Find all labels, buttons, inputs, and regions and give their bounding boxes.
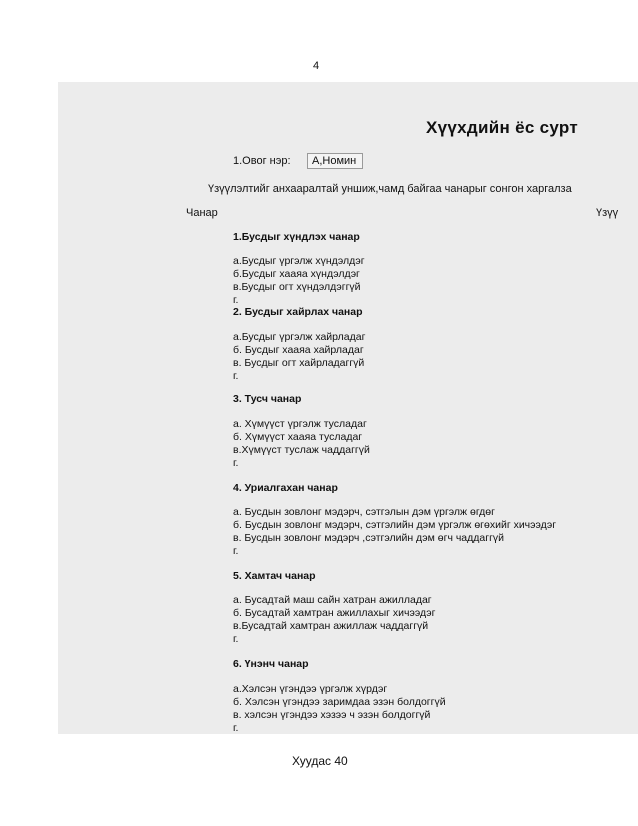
list-item: в. Бусдын зовлонг мэдэрч ,сэтгэлийн дэм өгч чаддаггүй <box>233 532 505 544</box>
list-item: а.Бусдыг үргэлж хайрладаг <box>233 331 366 343</box>
section-heading-2: 2. Бусдыг хайрлах чанар <box>233 306 363 318</box>
list-item: а. Хүмүүст үргэлж тусладаг <box>233 418 367 430</box>
list-item: а. Бусдын зовлонг мэдэрч, сэтгэлын дэм үргэлж өгдөг <box>233 506 495 518</box>
list-item: г. <box>233 545 239 557</box>
section-heading-6: 6. Үнэнч чанар <box>233 658 309 670</box>
list-item: г. <box>233 633 239 645</box>
section-heading-3: 3. Тусч чанар <box>233 393 302 405</box>
section-heading-1: 1.Бусдыг хүндлэх чанар <box>233 231 360 243</box>
document-panel <box>58 82 638 734</box>
column-header-indicator: Үзүү <box>596 207 619 219</box>
list-item: б. Бусдыг хааяа хайрладаг <box>233 344 364 356</box>
instruction-text: Үзүүлэлтийг анхааралтай уншиж,чамд байгаа чанарыг сонгон харгалза <box>208 183 572 195</box>
list-item: в.Хүмүүст туслаж чаддаггүй <box>233 444 370 456</box>
column-header-quality: Чанар <box>186 207 218 219</box>
list-item: а. Бусадтай маш сайн хатран ажилладаг <box>233 594 432 606</box>
list-item: б. Хүмүүст хааяа тусладаг <box>233 431 363 443</box>
list-item: г. <box>233 370 239 382</box>
list-item: б. Хэлсэн үгэндээ заримдаа эзэн болдоггүй <box>233 696 446 708</box>
list-item: в. хэлсэн үгэндээ хэзээ ч эзэн болдоггүй <box>233 709 431 721</box>
name-field[interactable]: А,Номин <box>307 153 363 169</box>
page-number-top: 4 <box>313 60 320 72</box>
name-label: 1.Овог нэр: <box>233 155 291 167</box>
list-item: б. Бусадтай хамтран ажиллахыг хичээдэг <box>233 607 436 619</box>
list-item: в.Бусадтай хамтран ажиллаж чаддаггүй <box>233 620 429 632</box>
section-heading-4: 4. Уриалгахан чанар <box>233 482 338 494</box>
list-item: в. Бусдыг огт хайрладаггүй <box>233 357 365 369</box>
list-item: г. <box>233 722 239 734</box>
list-item: б.Бусдыг хааяа хүндэлдэг <box>233 268 360 280</box>
page-title: Хүүхдийн ёс сурт <box>426 118 578 137</box>
list-item: а.Бусдыг үргэлж хүндэлдэг <box>233 255 365 267</box>
page-footer: Хуудас 40 <box>292 754 348 768</box>
list-item: а.Хэлсэн үгэндээ үргэлж хүрдэг <box>233 683 388 695</box>
list-item: г. <box>233 457 239 469</box>
section-heading-5: 5. Хамтач чанар <box>233 570 316 582</box>
list-item: б. Бусдын зовлонг мэдэрч, сэтгэлийн дэм үргэлж өгөхийг хичээдэг <box>233 519 557 531</box>
list-item: в.Бусдыг огт хүндэлдэггүй <box>233 281 361 293</box>
list-item: г. <box>233 294 239 306</box>
